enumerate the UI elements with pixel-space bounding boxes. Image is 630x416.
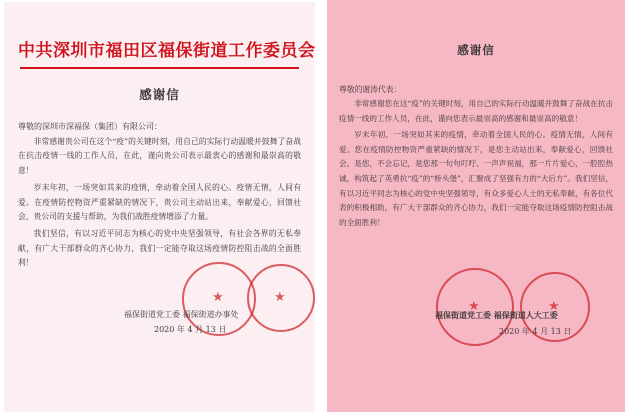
official-seal xyxy=(247,264,315,332)
salutation: 尊敬的谢涛代表： xyxy=(339,85,402,94)
signatories: 福保街道党工委 福保街道办事处 xyxy=(124,310,239,319)
thank-you-letter-representative xyxy=(327,0,625,412)
signature-date: 2020 年 4 月 13 日 xyxy=(154,325,227,334)
star-icon: ★ xyxy=(548,299,560,314)
star-icon: ★ xyxy=(274,290,286,305)
body-paragraph: 非常感谢贵公司在这个“疫”的关键时刻，用自己的实际行动温暖并鼓舞了奋战在抗击疫情一线的工作人员，在此，谨向贵公司表示最衷心的感谢和最崇高的敬意！ xyxy=(18,137,301,175)
signatories: 福保街道党工委 福保街道人大工委 xyxy=(435,310,558,320)
star-icon: ★ xyxy=(212,290,224,305)
salutation: 尊敬的深圳市深福保（集团）有限公司： xyxy=(18,122,162,131)
document-title: 感谢信 xyxy=(139,87,180,102)
letterhead-rule xyxy=(20,67,299,69)
body-paragraph: 岁末年初，一场突如其来的疫情，牵动着全国人民的心。疫情无情，人间有爱。在疫情防控物资严重紧缺的情况下，贵公司主动站出来，奉献爱心，回馈社会，贵公司的支援与帮助，为我们战胜疫情增添了力量。 xyxy=(18,183,301,222)
letterhead-title: 中共深圳市福田区福保街道工作委员会 xyxy=(18,41,316,61)
body-paragraph: 我们坚信，有以习近平同志为核心的党中央坚强领导，有社会各界的无私奉献，有广大干部群众的齐心协力，我们一定能夺取这场疫情防控阻击战的全面胜利！ xyxy=(18,229,301,268)
body-paragraph: 岁末年初，一场突如其来的疫情，牵动着全国人民的心。疫情无情，人间有爱。您在疫情防控物资严重紧缺的情况下，是您主动站出来，奉献爱心，回馈社会。是您，不会忘记，是您那一句句叮咛、一声声祝福，那一片片爱心，一腔腔热诚，构筑起了英勇抗“疫”的“桥头堡”，汇聚成了坚强有力的“大后方”。我们坚信，有以习近平同志为核心的党中央坚强领导，有众多爱心人士的无私奉献，有各位代表的积极相助，有广大干部群众的齐心协力，我们一定能夺取这场疫情防控阻击战的全面胜利！ xyxy=(339,130,613,227)
star-icon: ★ xyxy=(468,299,480,314)
thank-you-letter-company xyxy=(4,2,315,412)
body-paragraph: 非常感谢您在这“疫”的关键时刻，用自己的实际行动温暖并鼓舞了奋战在抗击疫情一线的工作人员，在此，谨向您表示最崇高的感谢和最崇高的敬意！ xyxy=(339,99,613,123)
signature-date: 2020 年 4 月 13 日 xyxy=(499,327,572,336)
document-title: 感谢信 xyxy=(457,43,495,57)
